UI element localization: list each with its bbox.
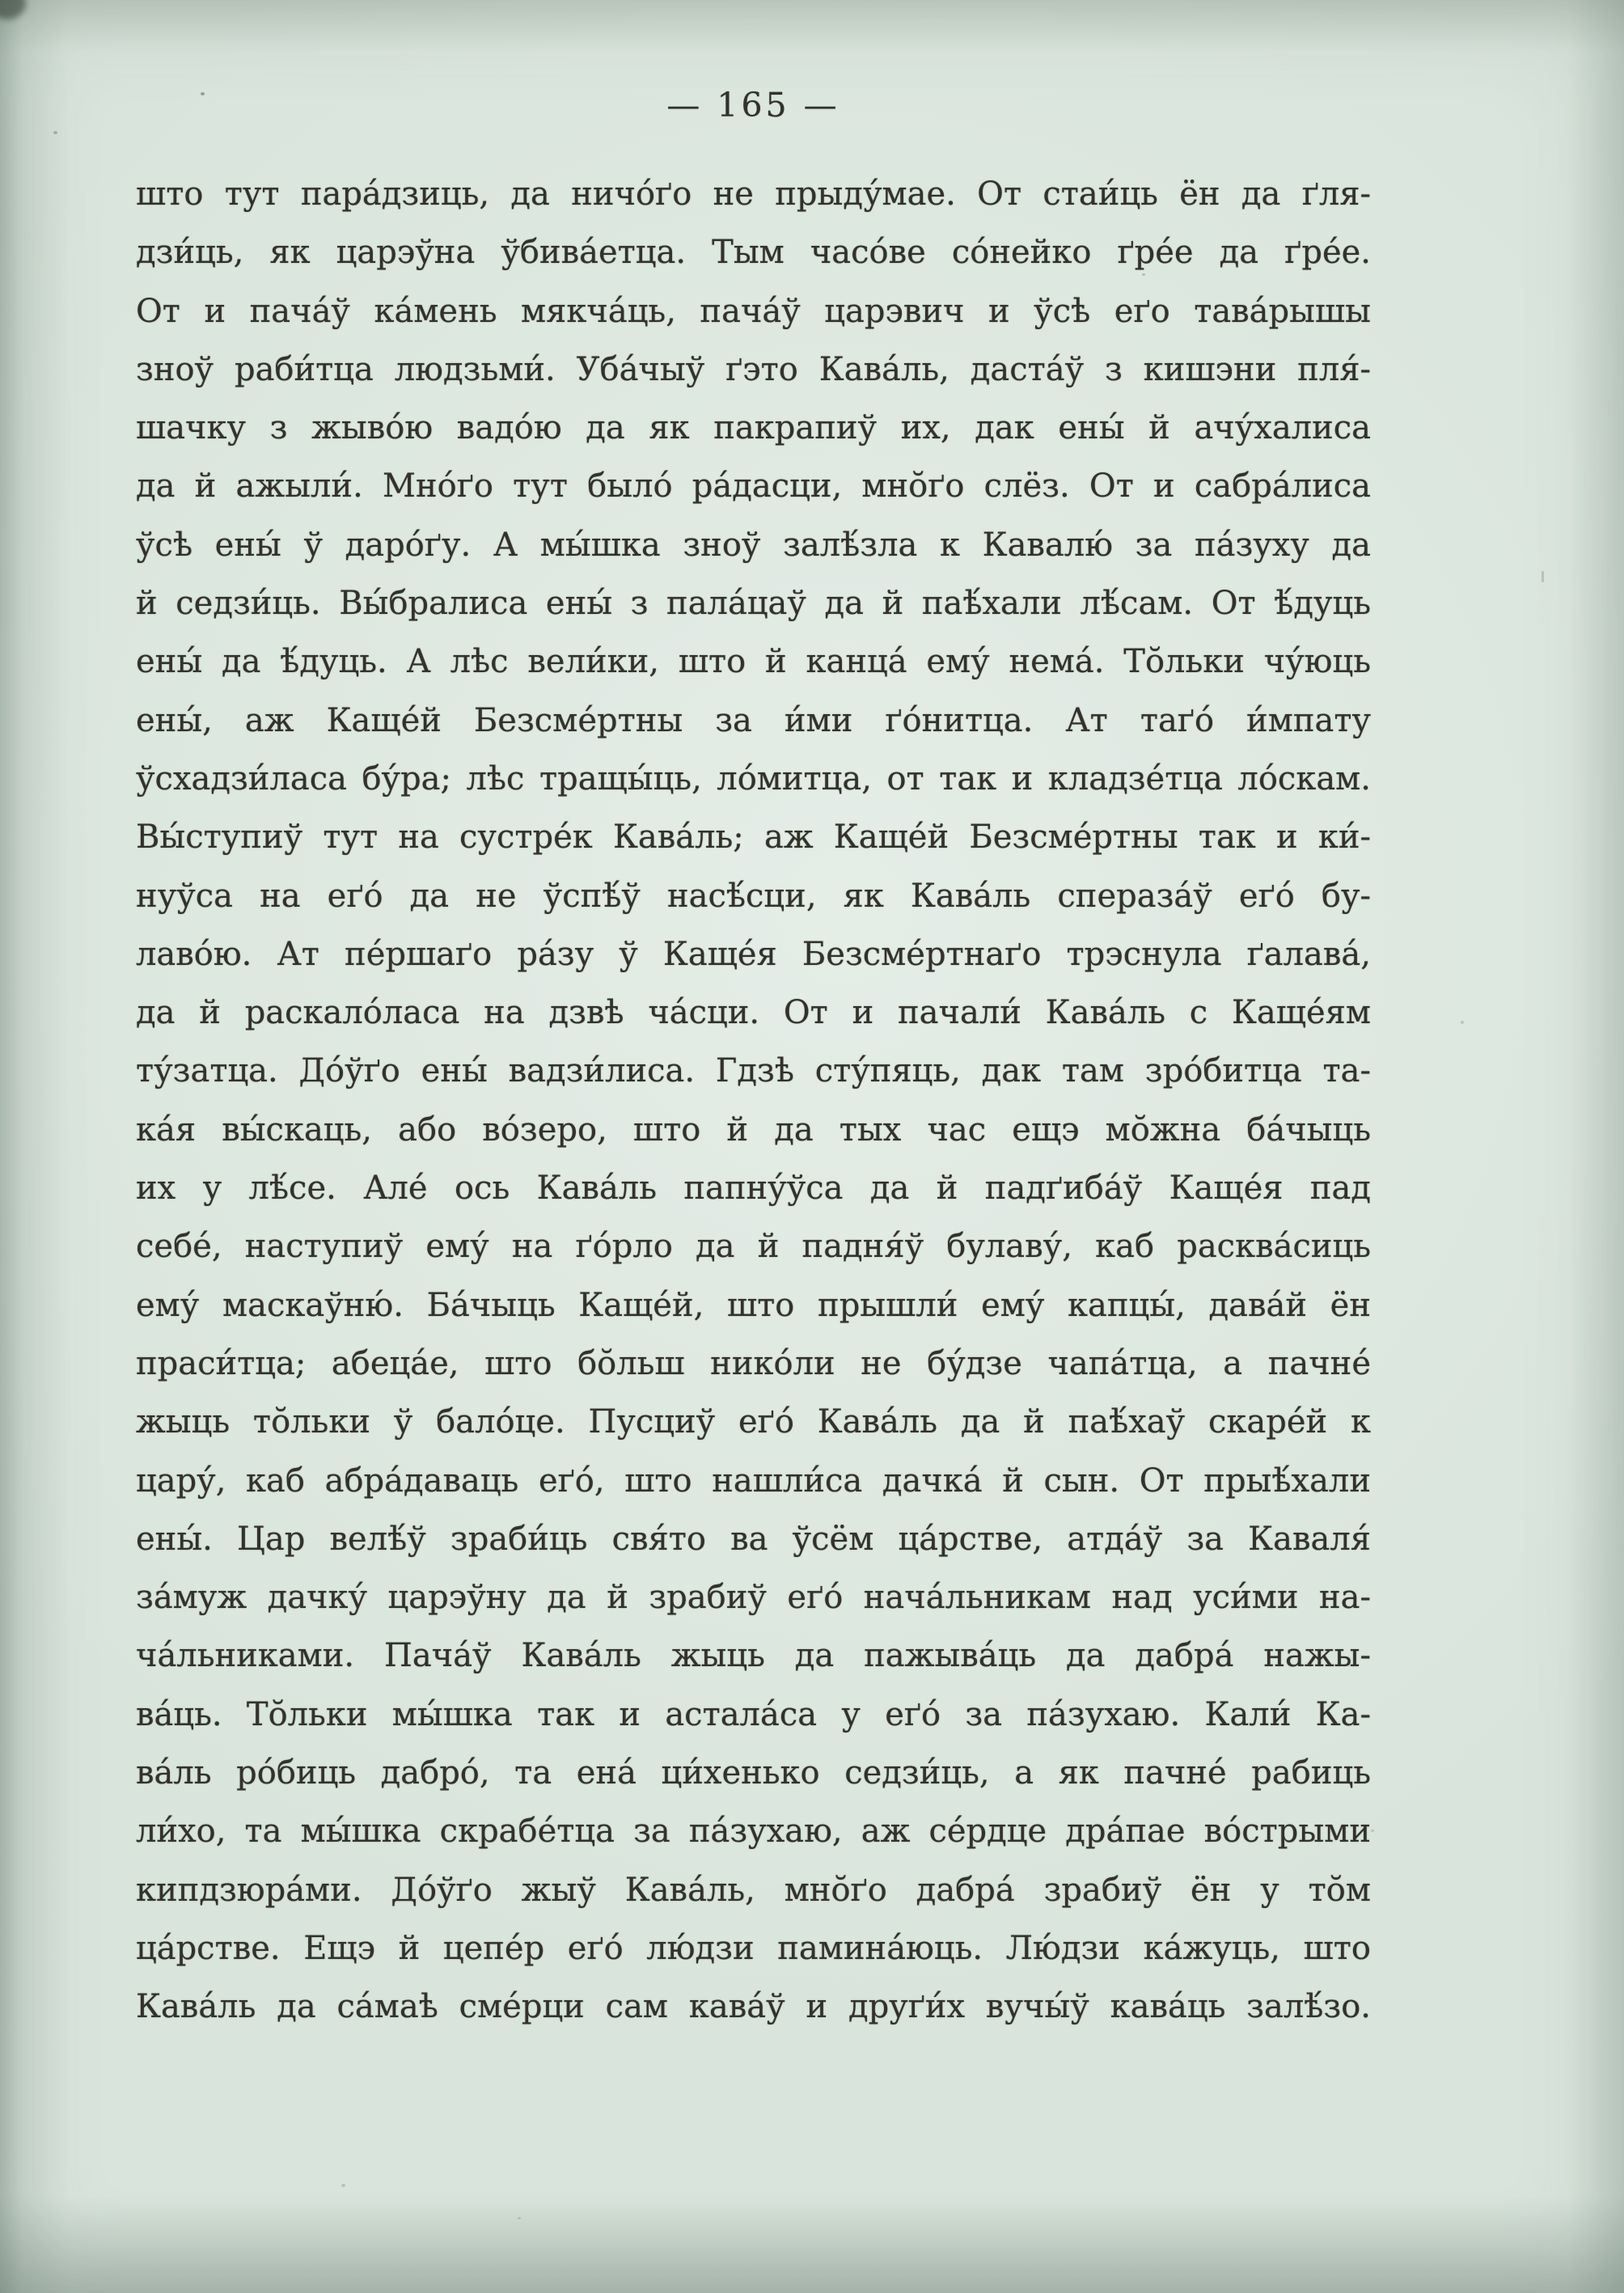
text-line: шачку з жыво́ю вадо́ю да як пакрапиў их, дак ены́ й ачу́халиса [136, 409, 1371, 447]
text-line: ва́ль ро́биць дабро́, та ена́ ци́хенько седзи́ць, а як пачне́ рабиць [136, 1754, 1371, 1792]
text-line: От и пача́ў ка́мень мякча́ць, пача́ў царэвич и ўсѣ еґо тава́рышы [136, 292, 1371, 330]
text-line: ены́. Цар велѣ́ў зраби́ць свя́то ва ўсём ца́рстве, атда́ў за Каваля́ [136, 1520, 1371, 1558]
paper-speck [201, 92, 205, 95]
text-line: кипдзюра́ми. До́ўґо жыў Кава́ль, мно̆ґо дабра́ зрабиў ён у то̆м [136, 1871, 1371, 1909]
text-line: што тут пара́дзиць, да ничо́ґо не прыду́мае. От стаи́ць ён да ґля- [136, 176, 1371, 213]
text-line: ены́, аж Каще́й Безсме́ртны за и́ми ґо́нитца. Ат таґо́ и́мпату [136, 701, 1371, 739]
paper-speck [53, 131, 57, 134]
text-line: Вы́ступиў тут на сустре́к Кава́ль; аж Каще́й Безсме́ртны так и ки́- [136, 819, 1371, 857]
text-line: себе́, наступиў ему́ на ґо́рло да й падня́ў булаву́, каб расква́сиць [136, 1228, 1371, 1266]
text-line: нуўса на еґо́ да не ўспѣ́ў насѣ́сци, як Кава́ль спераза́ў еґо́ бу- [136, 877, 1371, 915]
page-number: — 165 — [666, 86, 840, 125]
text-line: ему́ маскаўню́. Ба́чыць Каще́й, што прышли́ ему́ капцы́, дава́й ён [136, 1286, 1371, 1324]
text-line: да й ажыли́. Мно́ґо тут было́ ра́дасци, мно̆ґо слёз. От и сабра́лиса [136, 467, 1371, 506]
body-text [136, 165, 1371, 2037]
text-line: ли́хо, та мы́шка скрабе́тца за па́зухаю, аж се́рдце дра́пае во́стрыми [136, 1813, 1371, 1851]
text-line: й седзи́ць. Вы́бралиса ены́ з пала́цаў да й паѣ́хали лѣ́сам. От ѣ́дуць [136, 585, 1371, 623]
paper-speck [518, 2217, 521, 2219]
text-line: Кава́ль да са́маѣ сме́рци сам кава́ў и друґи́х вучы́ў кава́ць залѣ́зо. [136, 1988, 1371, 2026]
text-line: ўсхадзи́ласа бу́ра; лѣс тращы́ць, ло́митца, от так и кладзе́тца ло́скам. [136, 759, 1371, 797]
paper-speck [1461, 1021, 1464, 1024]
text-line: жыць то̆льки ў бало́це. Пусциў еґо́ Кава́ль да й паѣ́хаў скаре́й к [136, 1403, 1371, 1441]
text-line: за́муж дачку́ царэўну да й зрабиў еґо́ нача́льникам над уси́ми на- [136, 1579, 1371, 1617]
text-line: ены́ да ѣ́дуць. А лѣс вели́ки, што й канца́ ему́ нема́. То̆льки чу́юць [136, 643, 1371, 681]
paper-speck [1142, 273, 1145, 276]
text-line: праси́тца; абеца́е, што бо̆льш нико́ли не бу́дзе чапа́тца, а пачне́ [136, 1344, 1371, 1382]
paper-speck [341, 2184, 345, 2187]
page-corner-shadow [0, 0, 26, 19]
text-line: ва́ць. То̆льки мы́шка так и астала́са у еґо́ за па́зухаю. Кали́ Ка- [136, 1695, 1371, 1733]
text-line: лаво́ю. Ат пе́ршаґо ра́зу ў Каще́я Безсме́ртнаґо трэснула ґалава́, [136, 935, 1371, 973]
paper-speck [869, 366, 873, 368]
text-line: да й раскало́ласа на дзвѣ ча́сци. От и пачали́ Кава́ль с Каще́ям [136, 994, 1371, 1032]
text-line: ка́я вы́скаць, або во́зеро, што й да тых час ещэ мо̆жна ба́чыць [136, 1111, 1371, 1149]
text-line: ча́льниками. Пача́ў Кава́ль жыць да пажыва́ць да дабра́ нажы- [136, 1637, 1371, 1675]
text-line: их у лѣ́се. Але́ ось Кава́ль папну́ўса да й падґиба́ў Каще́я пад [136, 1170, 1371, 1208]
text-line: ўсѣ ены́ ў даро́ґу. А мы́шка зноў залѣ́зла к Кавалю́ за па́зуху да [136, 526, 1371, 564]
paper-speck [1371, 1830, 1374, 1832]
text-line: ца́рстве. Ещэ й цепе́р еґо́ лю́дзи памина́юць. Лю́дзи ка́жуць, што [136, 1929, 1371, 1967]
text-line: зноў раби́тца людзьми́. Уба́чыў ґэто Кава́ль, даста́ў з кишэни пля́- [136, 350, 1371, 388]
paper-speck [1542, 571, 1544, 582]
text-line: цару́, каб абра́даваць еґо́, што нашли́са дачка́ й сын. От прыѣ́хали [136, 1462, 1371, 1500]
text-line: дзи́ць, як царэўна ўбива́етца. Тым часо́ве со́нейко ґре́е да ґре́е. [136, 234, 1371, 272]
text-line: ту́затца. До́ўґо ены́ вадзи́лиса. Гдзѣ сту́пяць, дак там зро́битца та- [136, 1052, 1371, 1090]
